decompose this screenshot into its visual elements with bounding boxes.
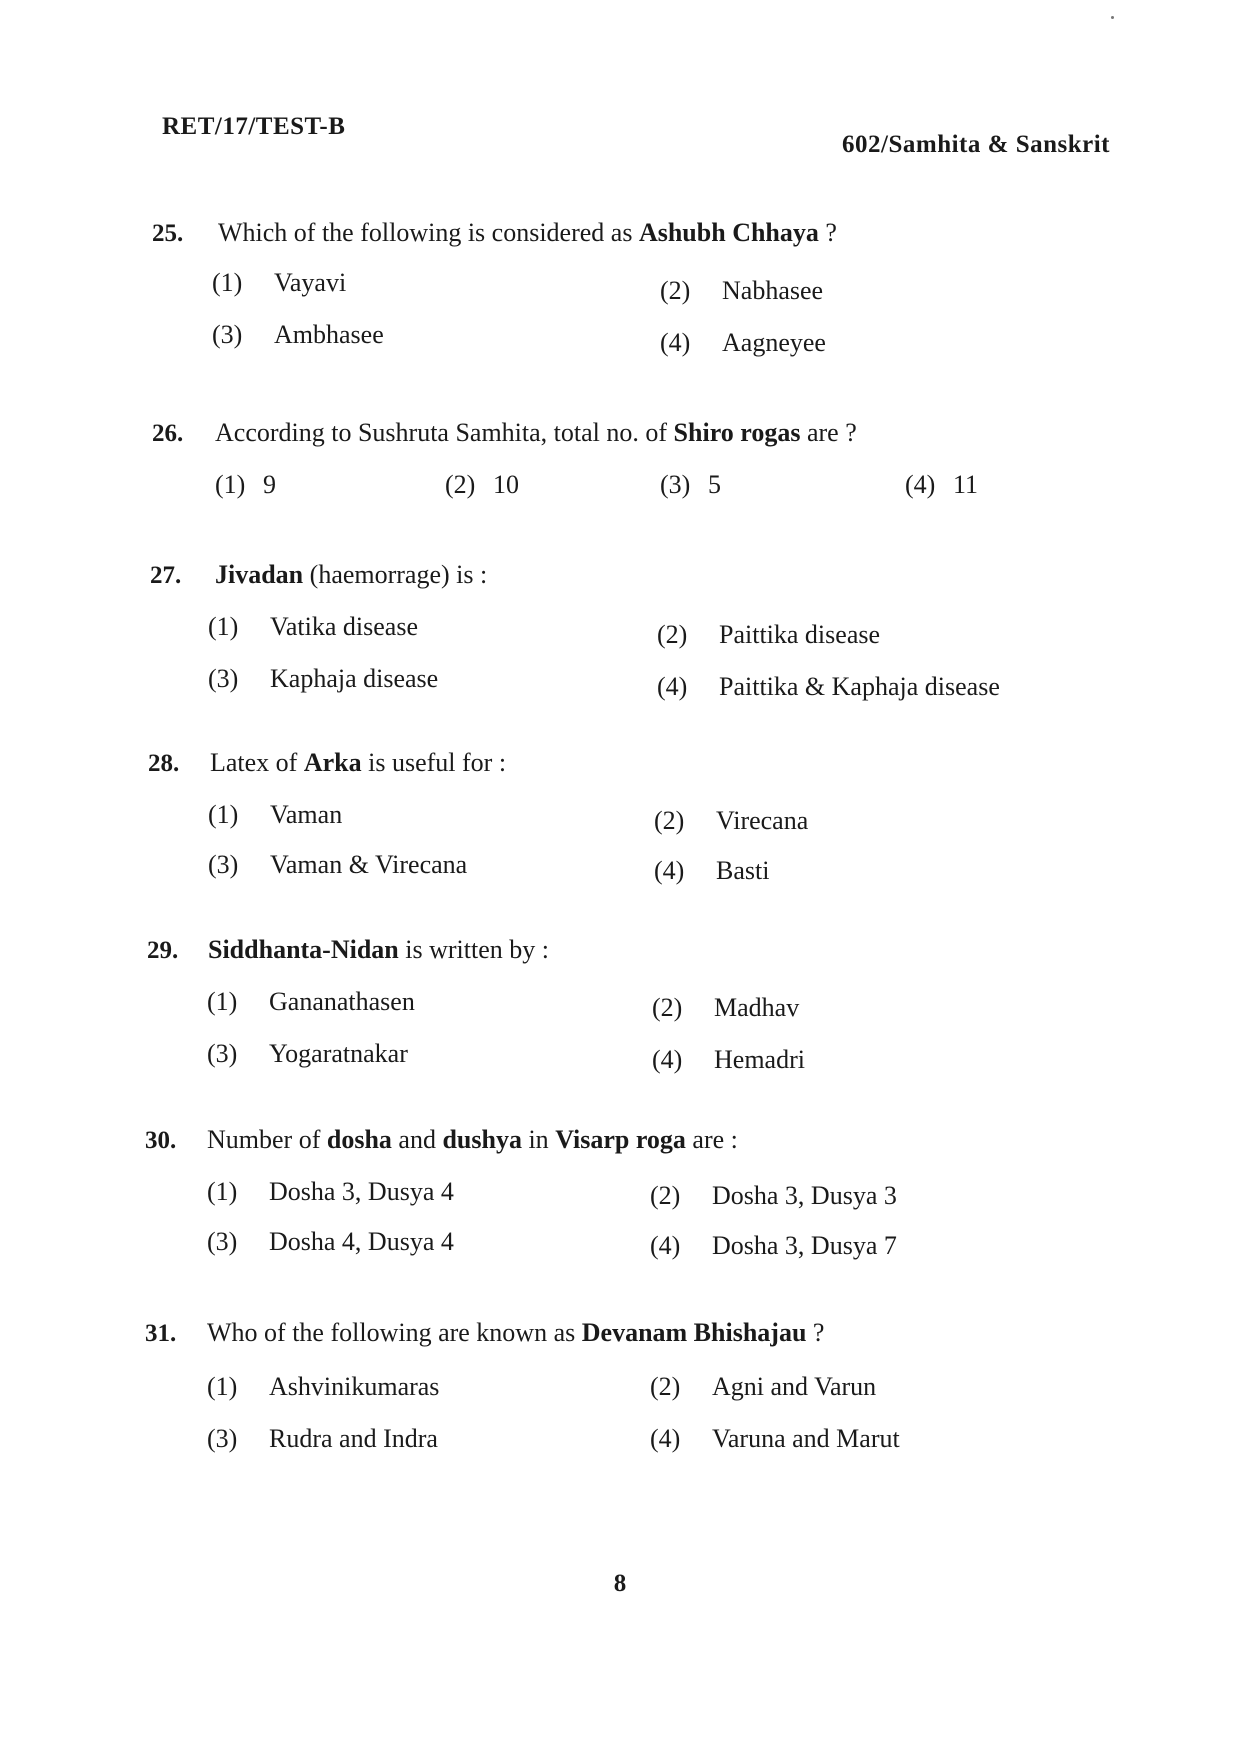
- option-text: Nabhasee: [722, 276, 824, 305]
- question-text-part: Latex of: [210, 748, 304, 777]
- option-number: (3): [208, 664, 239, 693]
- option-text: 10: [493, 470, 519, 499]
- option-text: Ashvinikumaras: [269, 1372, 440, 1401]
- option-number: (2): [652, 993, 683, 1022]
- option-3: [207, 1227, 454, 1257]
- question-keyword: Visarp roga: [555, 1125, 686, 1154]
- question-number: 27.: [150, 562, 182, 589]
- question-text: [210, 748, 506, 778]
- option-number: (3): [207, 1227, 238, 1256]
- option-number: (3): [660, 470, 691, 499]
- option-number: (2): [657, 620, 688, 649]
- question-text-part: Which of the following is considered as: [218, 218, 639, 247]
- option-number: (1): [208, 612, 239, 641]
- option-2: [650, 1372, 876, 1402]
- question-text: [208, 935, 549, 965]
- question-text: [215, 560, 487, 590]
- option-number: (2): [650, 1181, 681, 1210]
- scan-speck: [1111, 16, 1114, 19]
- question-text-part: Who of the following are known as: [207, 1318, 582, 1347]
- option-number: (2): [445, 470, 476, 499]
- option-number: (1): [207, 1177, 238, 1206]
- question-text: [218, 218, 837, 248]
- option-text: Agni and Varun: [712, 1372, 877, 1401]
- question-keyword: dushya: [442, 1125, 522, 1154]
- question-keyword: Arka: [303, 748, 362, 777]
- option-4: [657, 672, 1000, 702]
- question-text-part: in: [521, 1125, 556, 1154]
- option-number: (1): [212, 268, 243, 297]
- option-1: [207, 1372, 439, 1402]
- question-keyword: Devanam Bhishajau: [581, 1318, 807, 1347]
- question-text-part: Number of: [207, 1125, 327, 1154]
- option-text: Hemadri: [714, 1045, 805, 1074]
- option-text: Basti: [716, 856, 770, 885]
- option-3: [660, 470, 721, 500]
- option-number: (4): [650, 1424, 681, 1453]
- option-number: (4): [660, 328, 691, 357]
- option-text: Dosha 4, Dusya 4: [269, 1227, 454, 1256]
- option-4: [660, 328, 826, 358]
- option-number: (4): [652, 1045, 683, 1074]
- question-text-part: and: [391, 1125, 443, 1154]
- question-text: [207, 1125, 738, 1155]
- question-number: 30.: [145, 1127, 177, 1154]
- option-2: [445, 470, 519, 500]
- option-number: (4): [657, 672, 688, 701]
- option-text: Virecana: [716, 806, 809, 835]
- option-3: [208, 664, 438, 694]
- option-text: 11: [953, 470, 979, 499]
- option-number: (3): [212, 320, 243, 349]
- option-4: [650, 1424, 900, 1454]
- option-1: [215, 470, 276, 500]
- option-text: Vayavi: [274, 268, 347, 297]
- option-text: Dosha 3, Dusya 4: [269, 1177, 454, 1206]
- question-text: [207, 1318, 824, 1348]
- option-number: (4): [650, 1231, 681, 1260]
- option-1: [208, 612, 418, 642]
- option-number: (4): [654, 856, 685, 885]
- question-number: 28.: [148, 750, 180, 777]
- option-number: (4): [905, 470, 936, 499]
- option-text: Vaman & Virecana: [270, 850, 468, 879]
- question-keyword: Siddhanta-Nidan: [208, 935, 399, 964]
- option-text: Rudra and Indra: [269, 1424, 438, 1453]
- question-text-part: According to Sushruta Samhita, total no. of: [215, 418, 674, 447]
- option-text: Ambhasee: [274, 320, 384, 349]
- option-2: [654, 806, 808, 836]
- option-1: [207, 987, 415, 1017]
- question-text-part: (haemorrage) is :: [303, 560, 488, 589]
- question-number: 25.: [152, 220, 184, 247]
- option-1: [208, 800, 342, 830]
- option-number: (3): [207, 1039, 238, 1068]
- question-text-part: is useful for :: [361, 748, 507, 777]
- page-number: 8: [613, 1570, 627, 1597]
- option-number: (1): [207, 1372, 238, 1401]
- option-text: Gananathasen: [269, 987, 415, 1016]
- option-text: Kaphaja disease: [270, 664, 439, 693]
- option-text: Dosha 3, Dusya 3: [712, 1181, 897, 1210]
- option-1: [212, 268, 346, 298]
- option-text: Vatika disease: [270, 612, 419, 641]
- option-number: (2): [650, 1372, 681, 1401]
- option-4: [652, 1045, 805, 1075]
- option-3: [207, 1424, 438, 1454]
- question-text-part: ?: [818, 218, 837, 247]
- option-2: [660, 276, 823, 306]
- question-text-part: ?: [806, 1318, 825, 1347]
- option-text: 9: [263, 470, 276, 499]
- option-text: Dosha 3, Dusya 7: [712, 1231, 897, 1260]
- option-2: [657, 620, 880, 650]
- question-text-part: are ?: [800, 418, 857, 447]
- question-keyword: Ashubh Chhaya: [638, 218, 819, 247]
- option-2: [650, 1181, 897, 1211]
- option-4: [650, 1231, 897, 1261]
- question-keyword: Jivadan: [215, 560, 304, 589]
- option-3: [208, 850, 467, 880]
- option-number: (1): [207, 987, 238, 1016]
- option-number: (3): [208, 850, 239, 879]
- option-text: Aagneyee: [722, 328, 826, 357]
- question-text: [215, 418, 857, 448]
- option-number: (3): [207, 1424, 238, 1453]
- option-4: [654, 856, 769, 886]
- option-text: Vaman: [270, 800, 343, 829]
- option-number: (2): [654, 806, 685, 835]
- question-text-part: is written by :: [398, 935, 549, 964]
- option-number: (2): [660, 276, 691, 305]
- option-3: [207, 1039, 408, 1069]
- option-text: Madhav: [714, 993, 800, 1022]
- question-text-part: are :: [685, 1125, 738, 1154]
- option-2: [652, 993, 799, 1023]
- question-number: 31.: [145, 1320, 177, 1347]
- paper-title: 602/Samhita & Sanskrit: [842, 131, 1110, 158]
- question-number: 26.: [152, 420, 184, 447]
- option-3: [212, 320, 384, 350]
- option-text: 5: [708, 470, 721, 499]
- option-text: Paittika disease: [719, 620, 881, 649]
- option-text: Yogaratnakar: [269, 1039, 408, 1068]
- question-number: 29.: [147, 937, 179, 964]
- option-text: Varuna and Marut: [712, 1424, 900, 1453]
- exam-code: RET/17/TEST-B: [162, 113, 346, 140]
- option-4: [905, 470, 978, 500]
- option-number: (1): [208, 800, 239, 829]
- option-1: [207, 1177, 454, 1207]
- option-number: (1): [215, 470, 246, 499]
- option-text: Paittika & Kaphaja disease: [719, 672, 1000, 701]
- question-keyword: dosha: [326, 1125, 392, 1154]
- question-keyword: Shiro rogas: [673, 418, 801, 447]
